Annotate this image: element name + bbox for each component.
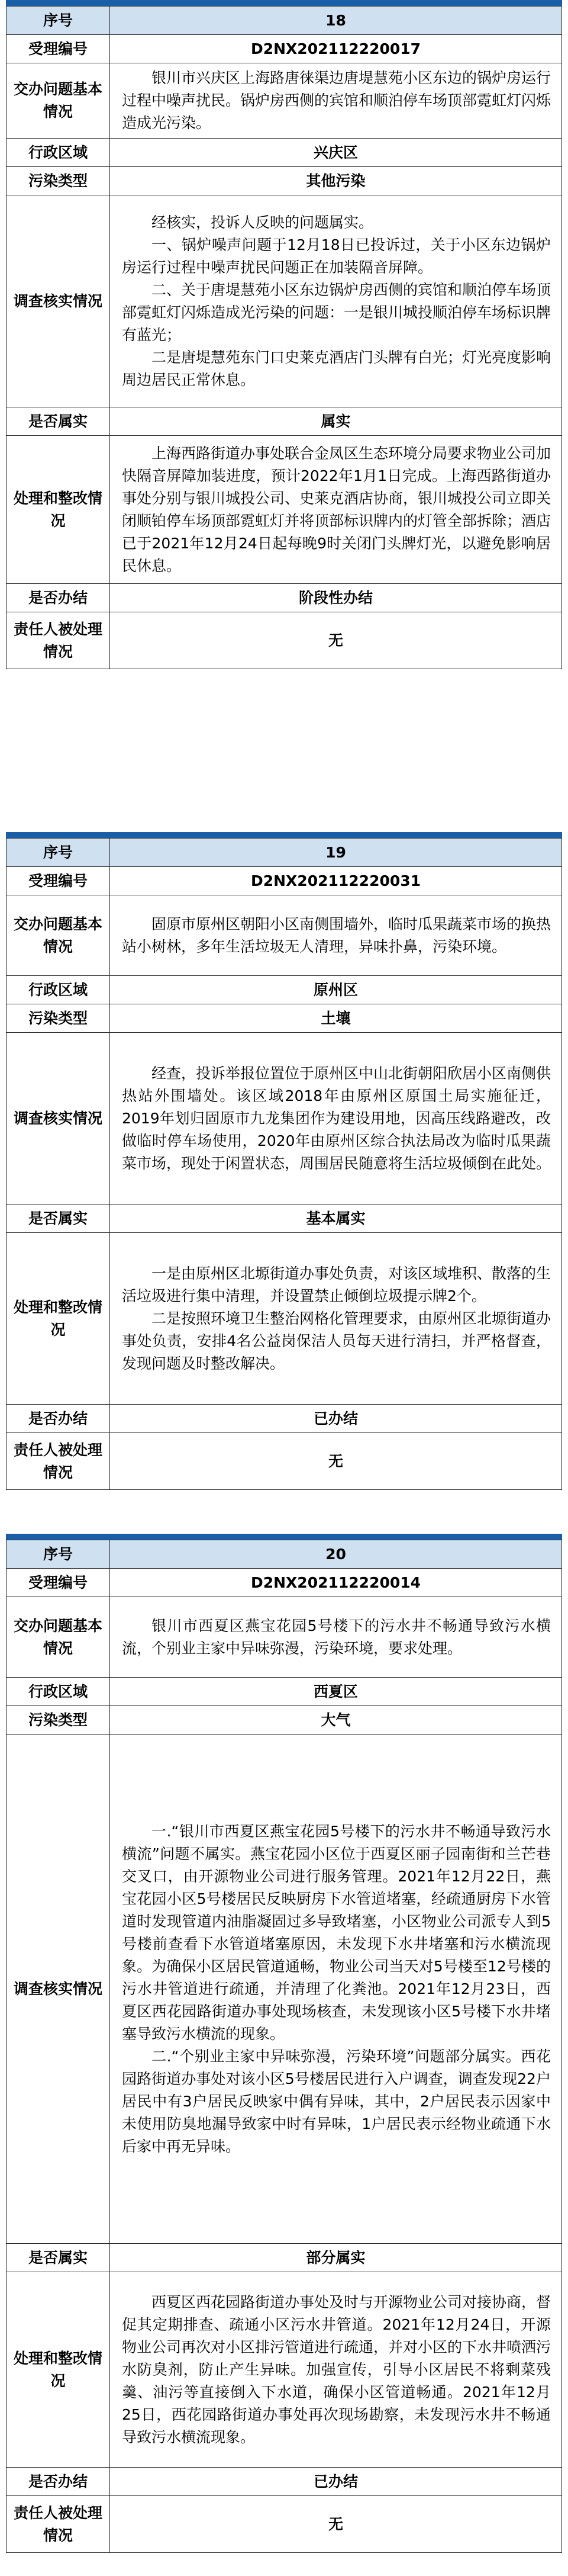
label-region: 行政区域 [7, 1678, 110, 1706]
case-issue: 固原市原州区朝阳小区南侧围墙外，临时瓜果蔬菜市场的换热站小树林，多年生活垃圾无人清理，异味扑鼻，污染环境。 [110, 895, 562, 976]
handling-paragraph: 西夏区西花园路街道办事处及时与开源物业公司对接协商，督促其定期排查、疏通小区污水井管道。2021年12月24日，开源物业公司再次对小区排污管道进行疏通，并对小区的下水井喷洒污水防臭剂，防止产生异味。加强宣传，引导小区居民不将剩菜残羹、油污等直接倒入下水道，确保小区管道畅通。2021年12月25日，西花园路街道办事处再次现场勘察，未发现污水井不畅通导致污水横流现象。 [122, 2293, 551, 2446]
case-handling [110, 1233, 562, 1405]
case-accountability: 无 [110, 612, 562, 669]
label-seq: 序号 [7, 839, 110, 867]
case-pollution: 大气 [110, 1706, 562, 1735]
case-investigation [110, 195, 562, 407]
case-seq: 18 [110, 7, 562, 35]
case-verified: 基本属实 [110, 1205, 562, 1233]
case-region: 西夏区 [110, 1678, 562, 1706]
label-pollution: 污染类型 [7, 1004, 110, 1033]
investigation-paragraph: 二是唐堤慧苑东门口史莱克酒店门头牌有白光；灯光亮度影响周边居民正常休息。 [122, 348, 551, 388]
label-verified: 是否属实 [7, 407, 110, 436]
case-settled: 已办结 [110, 2468, 562, 2496]
case-block-20 [6, 1540, 562, 2553]
case-table [6, 6, 562, 669]
case-handling [110, 436, 562, 584]
label-accountability: 责任人被处理情况 [7, 2496, 110, 2553]
label-seq: 序号 [7, 7, 110, 35]
label-handling: 处理和整改情况 [7, 2272, 110, 2468]
case-investigation [110, 1033, 562, 1205]
investigation-paragraph: 经核实，投诉人反映的问题属实。 [151, 213, 374, 231]
case-settled: 阶段性办结 [110, 584, 562, 612]
case-issue: 银川市西夏区燕宝花园5号楼下的污水井不畅通导致污水横流，个别业主家中异味弥漫，污染环境，要求处理。 [110, 1597, 562, 1678]
case-accept-no: D2NX202112220031 [110, 867, 562, 895]
investigation-paragraph: 一.“银川市西夏区燕宝花园5号楼下的污水井不畅通导致污水横流”问题不属实。燕宝花园小区位于西夏区丽子园南街和兰芒巷交叉口，由开源物业公司进行服务管理。2021年12月22日，燕宝花园小区5号楼居民反映厨房下水管道堵塞，经疏通厨房下水管道时发现管道内油脂凝固过多导致堵塞，小区物业公司派专人到5号楼前查看下水管道堵塞原因，未发现下水井堵塞和污水横流现象。为确保小区居民管道通畅，物业公司当天对5号楼至12号楼的污水井管道进行疏通，并清理了化粪池。2021年12月23日，西夏区西花园路街道办事处现场核查，未发现该小区5号楼下水井堵塞导致污水横流的现象。 [122, 1822, 551, 2042]
case-investigation [110, 1735, 562, 2244]
case-top-bar [6, 1534, 562, 1540]
label-handling: 处理和整改情况 [7, 1233, 110, 1405]
case-table [6, 838, 562, 1490]
case-handling [110, 2272, 562, 2468]
label-settled: 是否办结 [7, 584, 110, 612]
label-issue: 交办问题基本情况 [7, 895, 110, 976]
investigation-paragraph: 二、关于唐堤慧苑小区东边锅炉房西侧的宾馆和顺泊停车场顶部霓虹灯闪烁造成光污染的问题：一是银川城投顺泊停车场标识牌有蓝光； [122, 281, 551, 343]
handling-paragraph: 上海西路街道办事处联合金凤区生态环境分局要求物业公司加快隔音屏障加装进度，预计2022年1月1日完成。上海西路街道办事处分别与银川城投公司、史莱克酒店协商，银川城投公司立即关闭顺铂停车场顶部霓虹灯并将顶部标识牌内的灯管全部拆除；酒店已于2021年12月24日起每晚9时关闭门头牌灯光，以避免影响居民休息。 [122, 444, 551, 574]
case-verified: 属实 [110, 407, 562, 436]
case-accountability: 无 [110, 1433, 562, 1490]
case-block-18 [6, 6, 562, 669]
investigation-paragraph: 一、锅炉噪声问题于12月18日已投诉过，关于小区东边锅炉房运行过程中噪声扰民问题正在加装隔音屏障。 [122, 236, 551, 276]
case-seq: 19 [110, 839, 562, 867]
case-accept-no: D2NX202112220014 [110, 1569, 562, 1597]
label-accountability: 责任人被处理情况 [7, 1433, 110, 1490]
case-top-bar [6, 0, 562, 6]
label-settled: 是否办结 [7, 2468, 110, 2496]
label-issue: 交办问题基本情况 [7, 1597, 110, 1678]
label-region: 行政区域 [7, 139, 110, 167]
case-top-bar [6, 832, 562, 838]
label-seq: 序号 [7, 1540, 110, 1569]
case-issue: 银川市兴庆区上海路唐徕渠边唐堤慧苑小区东边的锅炉房运行过程中噪声扰民。锅炉房西侧的宾馆和顺泊停车场顶部霓虹灯闪烁造成光污染。 [110, 63, 562, 139]
label-investigation: 调查核实情况 [7, 195, 110, 407]
case-pollution: 土壤 [110, 1004, 562, 1033]
investigation-paragraph: 经查，投诉举报位置位于原州区中山北街朝阳欣居小区南侧供热站外围墙处。该区域2018年由原州区原国土局实施征迁，2019年划归固原市九龙集团作为建设用地，因高压线路避改，改做临时停车场使用，2020年由原州区综合执法局改为临时瓜果蔬菜市场，现处于闲置状态，周围居民随意将生活垃圾倾倒在此处。 [122, 1064, 551, 1172]
label-investigation: 调查核实情况 [7, 1033, 110, 1205]
case-accept-no: D2NX202112220017 [110, 35, 562, 63]
case-block-19 [6, 838, 562, 1490]
case-settled: 已办结 [110, 1405, 562, 1433]
case-verified: 部分属实 [110, 2244, 562, 2272]
case-pollution: 其他污染 [110, 167, 562, 195]
case-region: 兴庆区 [110, 139, 562, 167]
label-investigation: 调查核实情况 [7, 1735, 110, 2244]
label-issue: 交办问题基本情况 [7, 63, 110, 139]
label-accept-no: 受理编号 [7, 35, 110, 63]
case-accountability: 无 [110, 2496, 562, 2553]
label-verified: 是否属实 [7, 2244, 110, 2272]
label-region: 行政区域 [7, 976, 110, 1004]
handling-paragraph: 一是由原州区北塬街道办事处负责，对该区域堆积、散落的生活垃圾进行集中清理，并设置禁止倾倒垃圾提示牌2个。 [122, 1264, 551, 1305]
case-region: 原州区 [110, 976, 562, 1004]
investigation-paragraph: 二.“个别业主家中异味弥漫，污染环境”问题部分属实。西花园路街道办事处对该小区5号楼居民进行入户调查，调查发现22户居民中有3户居民反映家中偶有异味，其中，2户居民表示因家中未使用防臭地漏导致家中时有异味，1户居民表示经物业疏通下水后家中再无异味。 [122, 2047, 551, 2155]
case-seq: 20 [110, 1540, 562, 1569]
label-verified: 是否属实 [7, 1205, 110, 1233]
label-accountability: 责任人被处理情况 [7, 612, 110, 669]
handling-paragraph: 二是按照环境卫生整治网格化管理要求，由原州区北塬街道办事处负责，安排4名公益岗保洁人员每天进行清扫，并严格督查，发现问题及时整改解决。 [122, 1309, 551, 1372]
label-accept-no: 受理编号 [7, 867, 110, 895]
label-accept-no: 受理编号 [7, 1569, 110, 1597]
label-pollution: 污染类型 [7, 1706, 110, 1735]
label-pollution: 污染类型 [7, 167, 110, 195]
label-settled: 是否办结 [7, 1405, 110, 1433]
case-table [6, 1540, 562, 2553]
label-handling: 处理和整改情况 [7, 436, 110, 584]
